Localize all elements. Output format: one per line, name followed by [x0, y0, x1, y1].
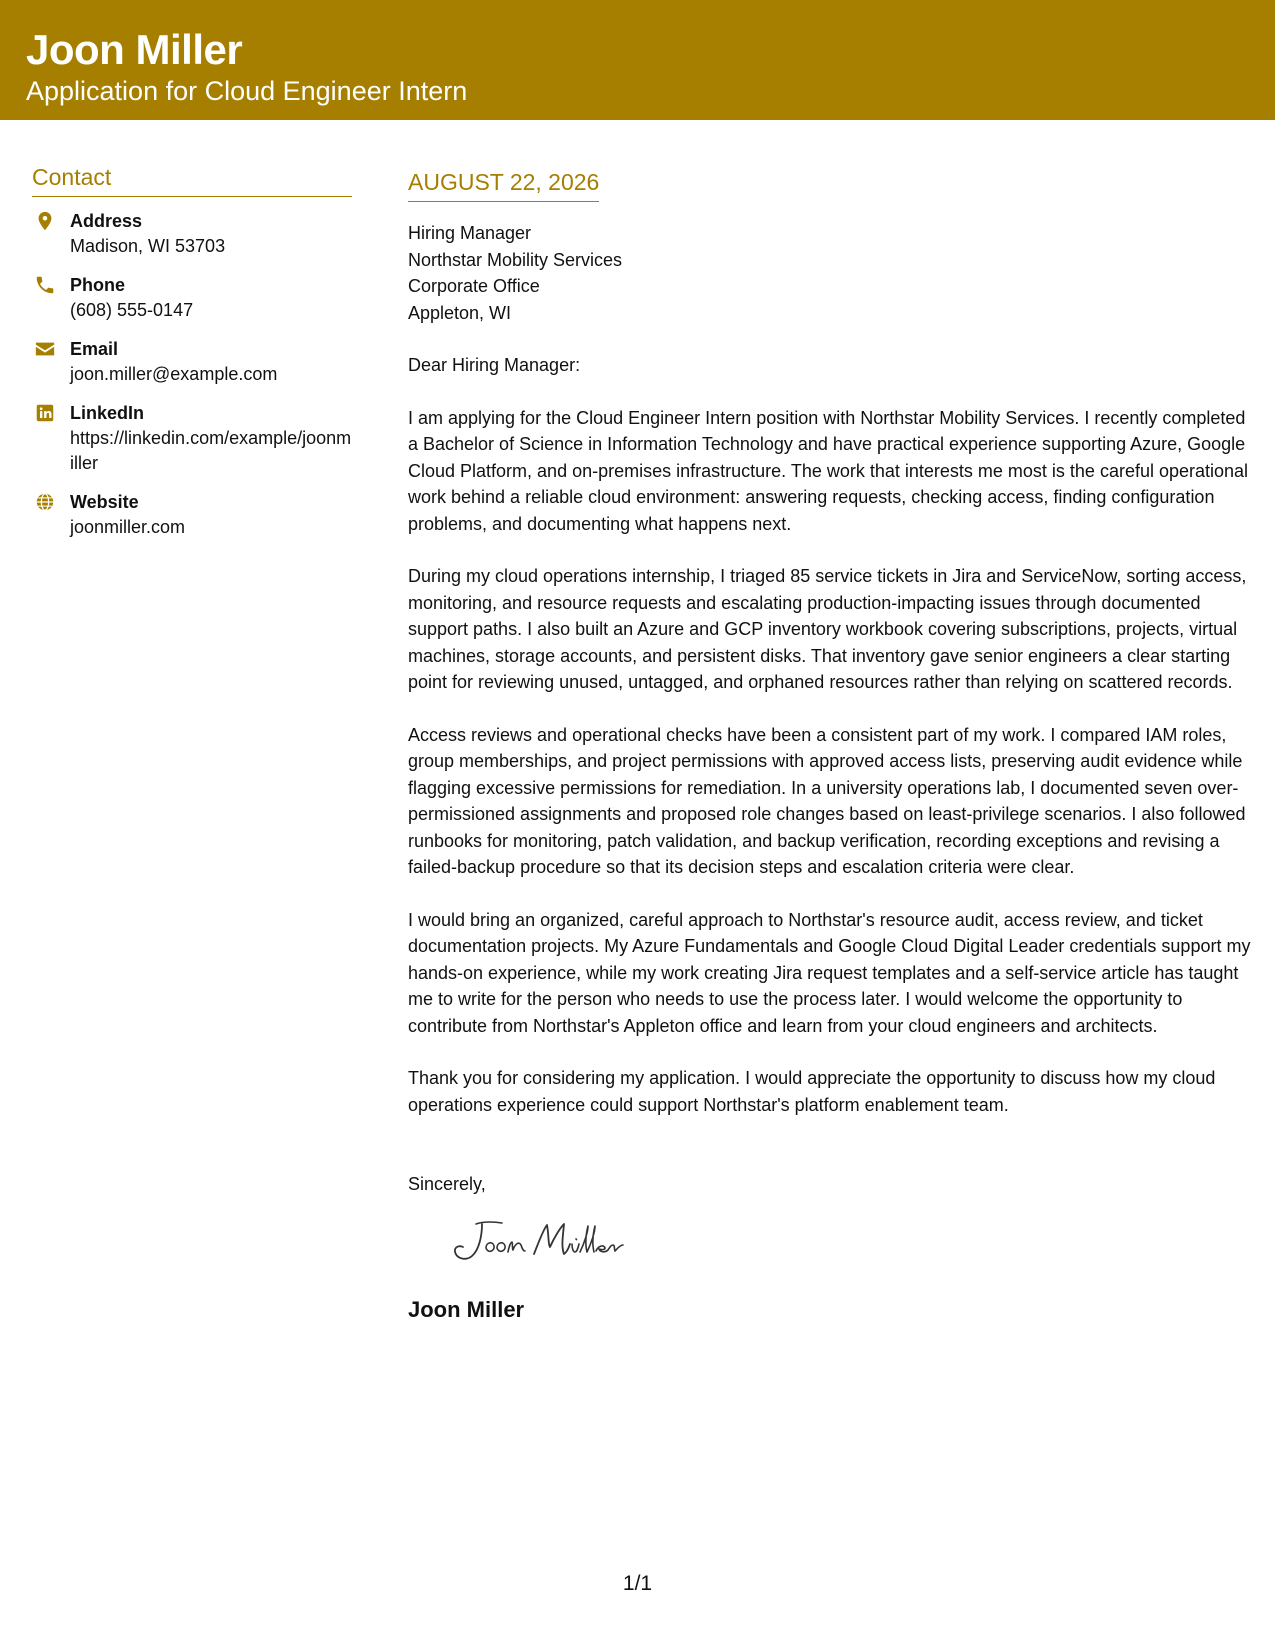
applicant-name: Joon Miller	[26, 26, 243, 73]
recipient-line: Northstar Mobility Services	[408, 249, 623, 270]
globe-icon	[34, 491, 56, 513]
website-label: Website	[70, 492, 139, 512]
contact-phone	[32, 273, 352, 323]
body-paragraph: During my cloud operations internship, I triaged 85 service tickets in Jira and ServiceNow, sorting access, monitoring, and resource requests and escalating production-impacting issues through documented support paths. I also built an Azure and GCP inventory workbook covering subscriptions, projects, virtual machines, storage accounts, and persistent disks. That inventory gave senior engineers a clear starting point for reviewing unused, untagged, and orphaned resources rather than relying on scattered records.	[408, 566, 1247, 692]
body-paragraph: Access reviews and operational checks have been a consistent part of my work. I compared IAM roles, group memberships, and project permissions with approved access lists, preserving audit evidence while flagging excessive permissions for remediation. In a university operations lab, I documented seven over-permissioned assignments and proposed role changes based on least-privilege scenarios. I also followed runbooks for monitoring, patch validation, and backup verification, recording exceptions and revising a failed-backup procedure so that its decision steps and escalation criteria were clear.	[408, 724, 1246, 877]
recipient-block	[408, 220, 1254, 326]
signed-name: Joon Miller	[408, 1296, 525, 1322]
envelope-icon	[34, 338, 56, 360]
header-banner	[0, 0, 1275, 120]
closing: Sincerely,	[408, 1174, 486, 1194]
recipient-line: Hiring Manager	[408, 223, 532, 243]
address-label: Address	[70, 211, 143, 231]
page-number: 1/1	[622, 1572, 653, 1595]
contact-email	[32, 337, 352, 387]
body-paragraph: Thank you for considering my application. I would appreciate the opportunity to discuss how my cloud operations experience could support Northstar's platform enablement team.	[408, 1068, 1216, 1115]
website-value: joonmiller.com	[70, 517, 186, 537]
contact-address	[32, 209, 352, 259]
linkedin-value: https://linkedin.com/example/joonmiller	[70, 428, 352, 473]
letter-body	[408, 166, 1254, 1325]
phone-value: (608) 555-0147	[70, 300, 194, 320]
body-paragraph: I am applying for the Cloud Engineer Intern position with Northstar Mobility Services. I recently completed a Bachelor of Science in Information Technology and have practical experience supporting Azure, Google Cloud Platform, and on-premises infrastructure. The work that interests me most is the careful operational work behind a reliable cloud environment: answering requests, checking access, finding configuration problems, and documenting what happens next.	[408, 407, 1249, 534]
map-pin-icon	[34, 210, 56, 232]
phone-label: Phone	[70, 275, 126, 295]
salutation: Dear Hiring Manager:	[408, 355, 581, 375]
recipient-line: Appleton, WI	[408, 302, 512, 323]
contact-sidebar	[32, 162, 352, 540]
email-value: joon.miller@example.com	[70, 364, 278, 384]
application-subtitle: Application for Cloud Engineer Intern	[26, 76, 468, 106]
handwritten-signature	[442, 1214, 642, 1270]
phone-icon	[34, 274, 56, 296]
letter-date: AUGUST 22, 2026	[408, 166, 599, 202]
address-value: Madison, WI 53703	[70, 236, 226, 256]
contact-linkedin	[32, 401, 352, 476]
email-label: Email	[70, 339, 119, 359]
contact-website	[32, 490, 352, 540]
linkedin-label: LinkedIn	[70, 403, 145, 423]
recipient-line: Corporate Office	[408, 276, 540, 296]
contact-heading: Contact	[32, 162, 352, 197]
body-paragraph: I would bring an organized, careful approach to Northstar's resource audit, access review, and ticket documentation projects. My Azure Fundamentals and Google Cloud Digital Leader credentials support my hands-on experience, while my work creating Jira request templates and a self-service article has taught me to write for the person who needs to use the process later. I would welcome the opportunity to contribute from Northstar's Appleton office and learn from your cloud engineers and architects.	[408, 909, 1251, 1036]
linkedin-icon	[34, 402, 56, 424]
